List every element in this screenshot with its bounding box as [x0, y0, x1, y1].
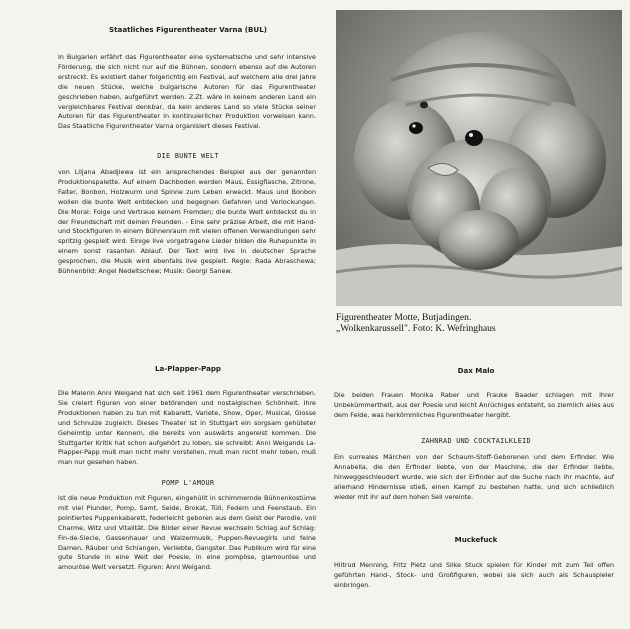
varna-section-title: Staatliches Figurentheater Varna (BUL): [109, 25, 267, 34]
puppet-left-eye: [409, 122, 423, 134]
photo-caption: [336, 312, 626, 334]
puppet-photo: [336, 10, 622, 306]
pomp-lamour-paragraph: ist die neue Produktion mit Figuren, eingehüllt in schimmernde Bühnenkostüme mit viel Plunder, Pomp, Samt, Seide, Brokat, Tüll, Federn und Feenstaub. Ein pointiertes Puppenkabarett, federleicht geboren aus dem Geist der Parodie, voll Charme, Witz und Vitalität. Die Bilder einer Revue wechseln Schlag auf Schlag: Fin-de-Siecle, Gassenhauer und Walzermusik, Puppen-Revuegirls und feine Damen, Räuber und Schlangen, Verliebte, Gangster. Das Publikum wird für eine gute Stunde in eine Welt der Poesie, in eine pompöse, glamouröse und amouröse Welt versetzt. Figuren: Anni Weigand.: [58, 494, 316, 572]
bunte-welt-title: DIE BUNTE WELT: [157, 152, 219, 160]
plapper-papp-paragraph: Die Malerin Anni Weigand hat sich seit 1961 dem Figurentheater verschrieben. Sie creiert Figuren von einer betörenden und nostalgischen Schönheit. Ihre Produktionen haben zu tun mit Kabarett, Variete, Show, Oper, Musical, Glosse und Schnulze zugleich. Dieses Theater ist in Stuttgart ein sorgsam gehüteter Geheimtip unter Kennern, die bereits von auswärts angereist kommen. Die Stuttgarter Kritik hat schon aufgehört zu loben, sie schreibt: Anni Weigands La-Plapper-Papp muß man nicht mehr vorstellen, muß man nicht mehr loben, muß man nur gesehen haben.: [58, 389, 316, 467]
dax-malo-title: Dax Malo: [457, 366, 495, 375]
bunte-welt-paragraph: von Liljana Abadjiewa ist ein ansprechendes Beispiel aus der genannten Produktionspalette. Auf einem Dachboden werden Maus, Essigflasche, Zitrone, Falter, Bonbon, Holzwurm und Spinne zum Leben erweckt. Maus und Bonbon wollen die bunte Welt entdecken und begegnen Gefahren und Verlockungen. Die Moral: Folge und Vertraue keinem Fremden; die bunte Welt entdeckst du in der Freundschaft mit deinen Freunden. - Eine sehr präzise Arbeit, die mit Hand- und Stockfiguren in einem Bühnenraum mit vielen offenen Verwandlungen sehr spritzig gespielt wird. Einige live vorgetragene Lieder bilden die Ruhepunkte in einem sonst rasanten Ablauf. Der Text wird live in deutscher Sprache gesprochen, die Musik wird ebenfalls live gespielt. Regie: Rada Abraschewa; Bühnenbild: Angel Nedeltschew; Musik: Georgi Sanew.: [58, 168, 316, 276]
cloud-puppet-illustration: [336, 10, 622, 306]
muckefuck-paragraph: Hiltrud Menning, Fritz Pietz und Silke Stuck spielen für Kinder mit zum Teil offen geführten Hand-, Stock- und Großfiguren, wobei sie sich auch als Schauspieler einbringen.: [334, 561, 614, 589]
plapper-papp-title: La-Plapper-Papp: [154, 364, 222, 373]
zahnrad-paragraph: Ein surreales Märchen von der Schaum-Stoff-Geborenen und dem Erfinder. Wie Annabella, die den Erfinder liebte, von der Maschine, die der Erfinder liebte, hinweggeschleudert wurde, wie sich der Erfinder auf die Suche nach ihr machte, auf allerhand Hindernisse stieß, einen Kampf zu bestehen hatte, und sich schließlich wieder mit ihr auf dem hohen Seil vereinte.: [334, 453, 614, 501]
caption-line-1: Figurentheater Motte, Butjadingen.: [336, 312, 472, 323]
pomp-lamour-title: POMP L'AMOUR: [161, 479, 215, 487]
caption-line-2: „Wolkenkarussell". Foto: K. Wefringhaus: [336, 323, 496, 334]
puppet-right-eye: [465, 130, 483, 146]
dax-malo-paragraph: Die beiden Frauen Monika Raber und Frauke Baader schlagen mit ihrer Unbekümmertheit, aus der Poesie und leicht Anrüchiges entsteht, so ziemlich alles aus dem Felde, was herkömmliches Figurentheater hergibt.: [334, 391, 614, 419]
zahnrad-title: ZAHNRAD UND COCKTAILKLEID: [421, 437, 531, 445]
muckefuck-title: Muckefuck: [454, 535, 498, 544]
varna-intro-paragraph: In Bulgarien erfährt das Figurentheater eine systematische und sehr intensive Förderung, die sich nicht nur auf die Bühnen, sondern ebenso auf die Autoren erstreckt. Es existiert daher folgerichtig ein Festival, auf welchem alle drei Jahre die neuen Stücke, welche bulgarische Autoren für das Figurentheater geschrieben haben, aufgeführt werden. Z.Zt. wäre in keinem anderen Land ein vergleichbares Festival denkbar, da kein anderes Land so viele Stücke seiner Autoren für das Figurentheater in kontinuierlicher Produktion vorweisen kann. Das Staatliche Figurentheater Varna organisiert dieses Festival.: [58, 53, 316, 131]
